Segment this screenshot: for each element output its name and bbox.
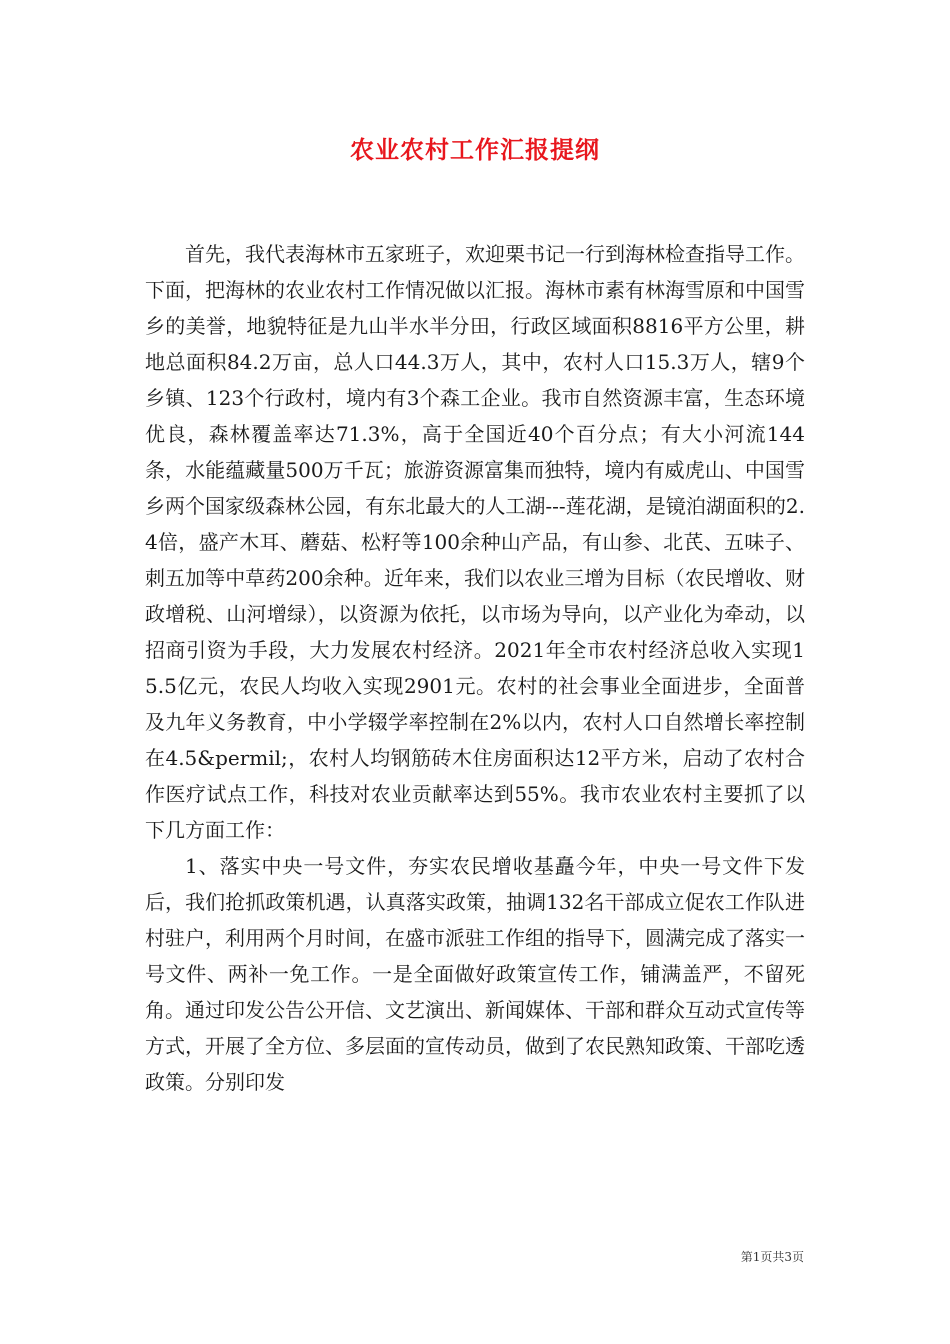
document-body xyxy=(145,236,805,1100)
paragraph-intro: 首先，我代表海林市五家班子，欢迎栗书记一行到海林检查指导工作。下面，把海林的农业农村工作情况做以汇报。海林市素有林海雪原和中国雪乡的美誉，地貌特征是九山半水半分田，行政区域面积8816平方公里，耕地总面积84.2万亩，总人口44.3万人，其中，农村人口15.3万人，辖9个乡镇、123个行政村，境内有3个森工企业。我市自然资源丰富，生态环境优良，森林覆盖率达71.3%，高于全国近40个百分点；有大小河流144条，水能蕴藏量500万千瓦；旅游资源富集而独特，境内有威虎山、中国雪乡两个国家级森林公园，有东北最大的人工湖---莲花湖，是镜泊湖面积的2.4倍，盛产木耳、蘑菇、松籽等100余种山产品，有山参、北芪、五味子、刺五加等中草药200余种。近年来，我们以农业三增为目标（农民增收、财政增税、山河增绿），以资源为依托，以市场为导向，以产业化为牵动，以招商引资为手段，大力发展农村经济。2021年全市农村经济总收入实现15.5亿元，农民人均收入实现2901元。农村的社会事业全面进步，全面普及九年义务教育，中小学辍学率控制在2%以内，农村人口自然增长率控制在4.5&permil;，农村人均钢筋砖木住房面积达12平方米，启动了农村合作医疗试点工作，科技对农业贡献率达到55%。我市农业农村主要抓了以下几方面工作： xyxy=(145,242,805,842)
page-number-footer: 第1页共3页 xyxy=(740,1250,804,1264)
paragraph-section-1: 1、落实中央一号文件，夯实农民增收基矗今年，中央一号文件下发后，我们抢抓政策机遇，认真落实政策，抽调132名干部成立促农工作队进村驻户，利用两个月时间，在盛市派驻工作组的指导下，圆满完成了落实一号文件、两补一免工作。一是全面做好政策宣传工作，铺满盖严，不留死角。通过印发公告公开信、文艺演出、新闻媒体、干部和群众互动式宣传等方式，开展了全方位、多层面的宣传动员，做到了农民熟知政策、干部吃透政策。分别印发 xyxy=(145,854,805,1094)
document-title: 农业农村工作汇报提纲 xyxy=(350,135,600,164)
